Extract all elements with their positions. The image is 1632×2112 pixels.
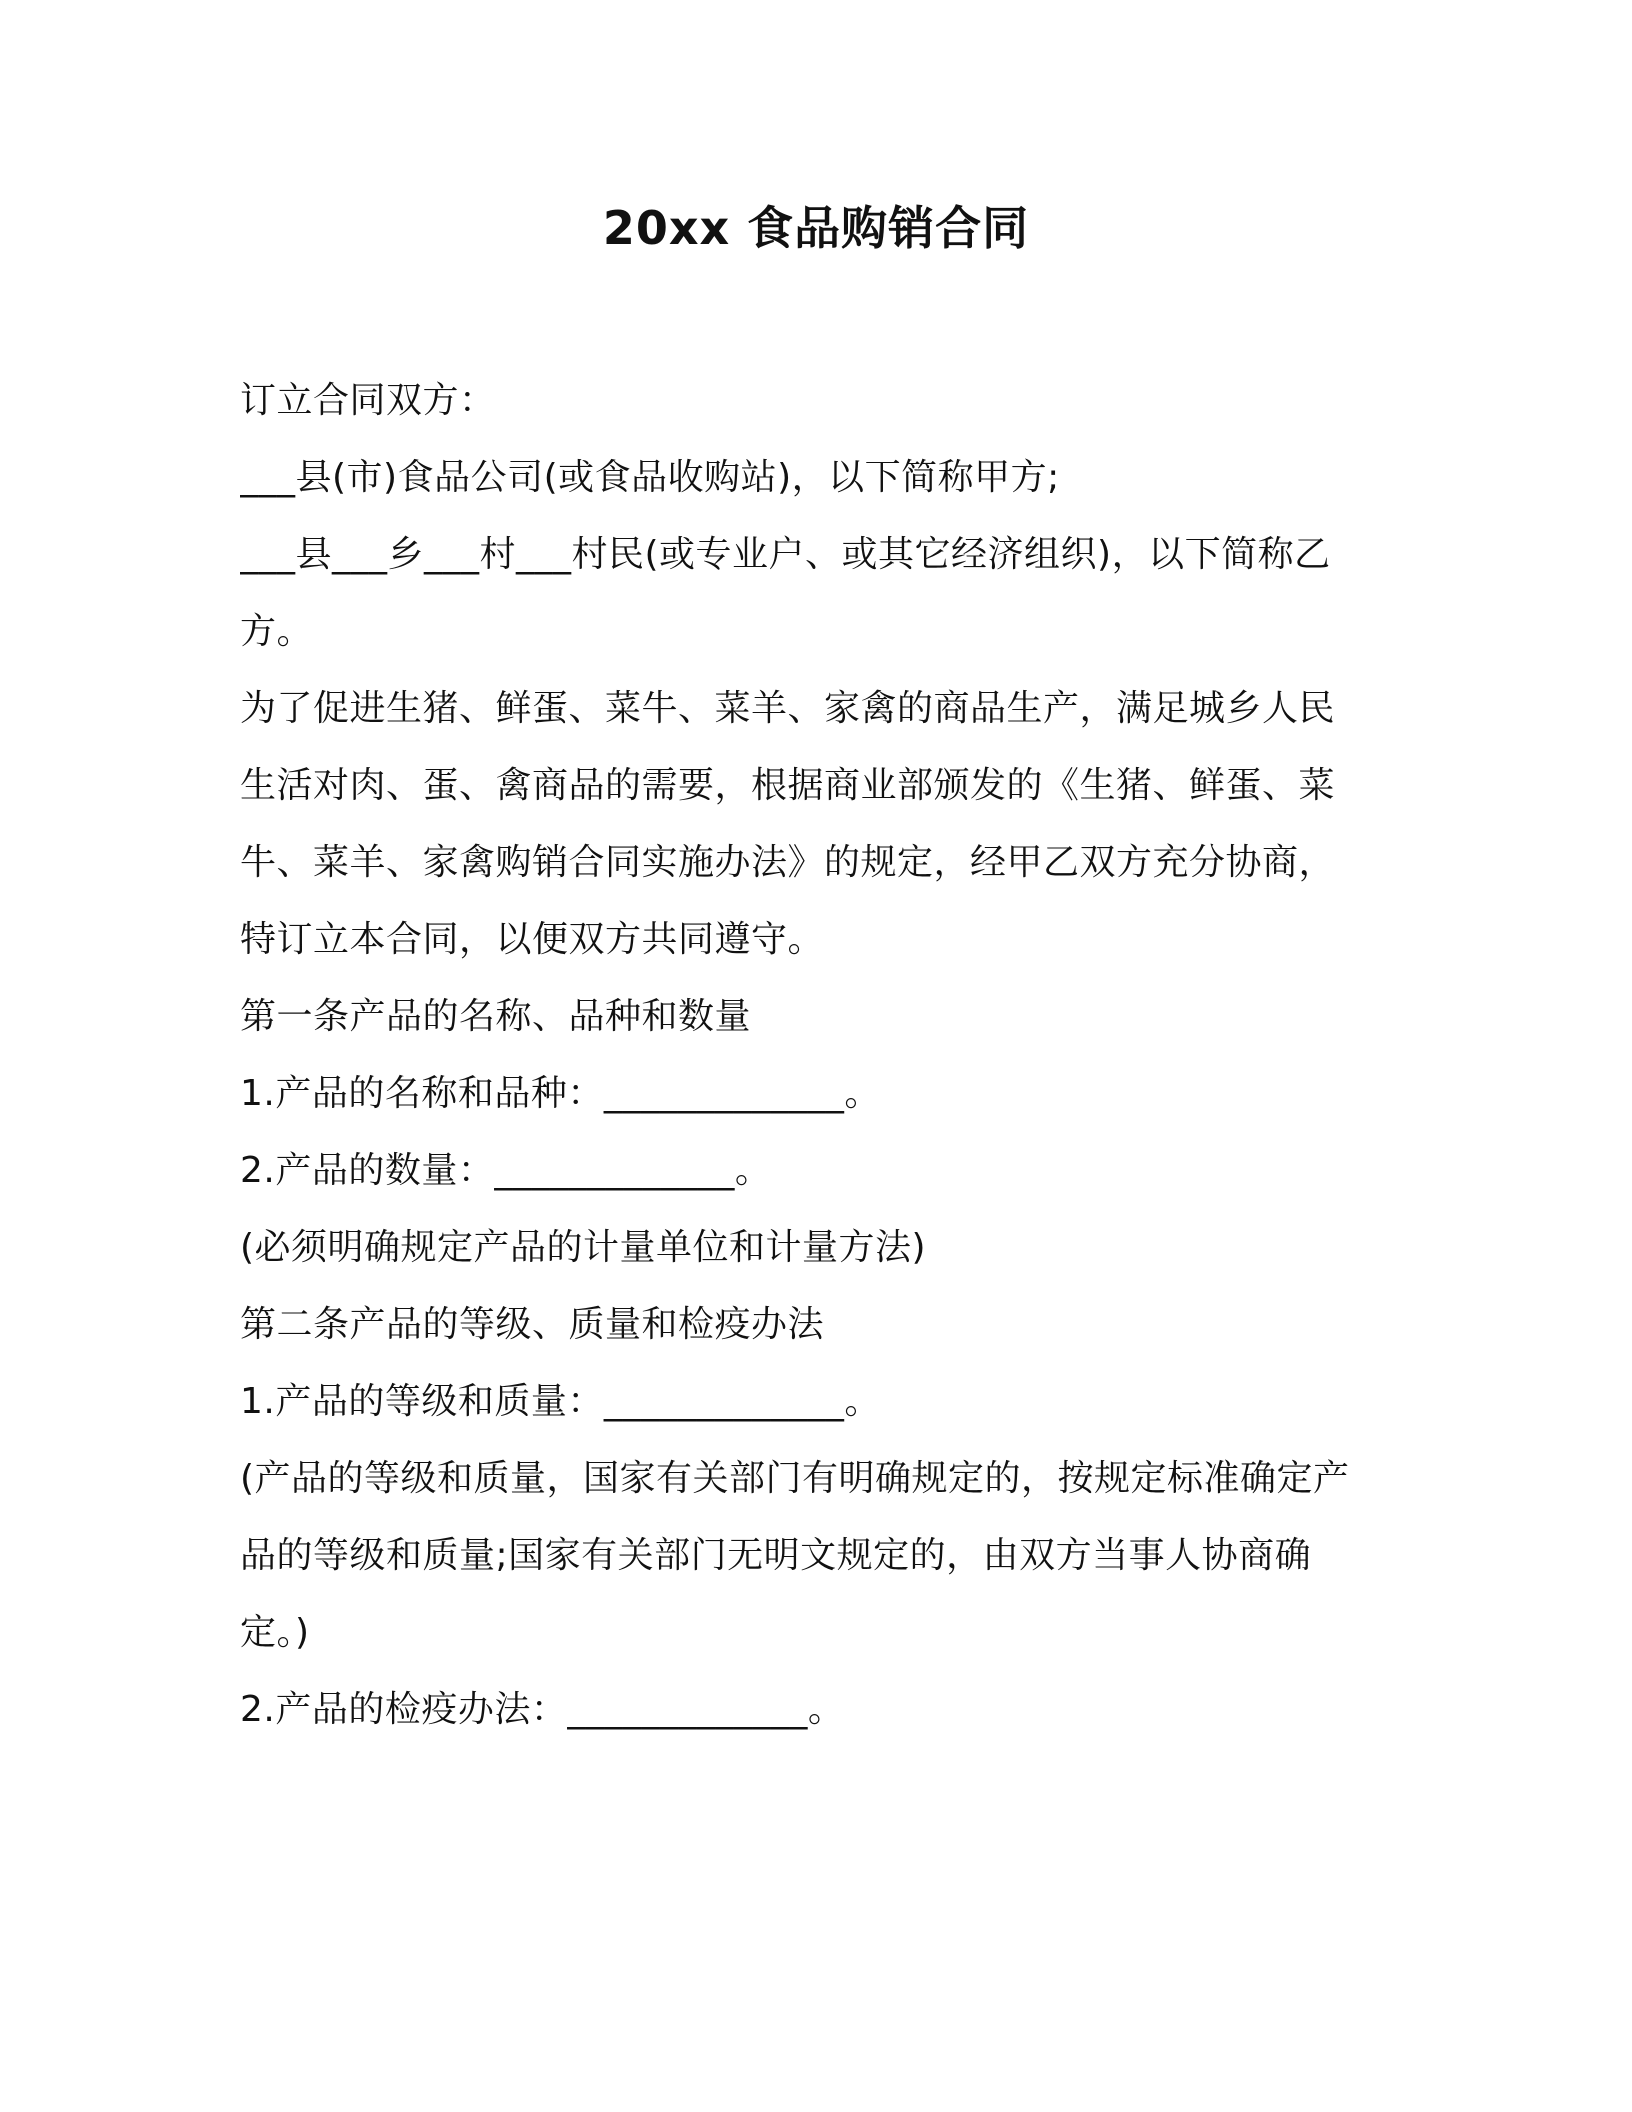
article-1-heading: 第一条产品的名称、品种和数量 bbox=[240, 996, 752, 1037]
preamble-line: 生活对肉、蛋、禽商品的需要，根据商业部颁发的《生猪、鲜蛋、菜 bbox=[240, 765, 1336, 806]
article-2-note: (产品的等级和质量，国家有关部门有明确规定的，按规定标准确定产 bbox=[240, 1458, 1350, 1499]
article-2-heading: 第二条产品的等级、质量和检疫办法 bbox=[240, 1304, 825, 1345]
party-b-line-end: 方。 bbox=[240, 611, 314, 652]
contract-parties-heading: 订立合同双方： bbox=[240, 380, 496, 421]
preamble-line: 特订立本合同，以便双方共同遵守。 bbox=[240, 919, 825, 960]
article-1-note: (必须明确规定产品的计量单位和计量方法) bbox=[240, 1227, 927, 1268]
article-1-item-2: 2.产品的数量：_____________。 bbox=[240, 1150, 772, 1191]
preamble-line: 为了促进生猪、鲜蛋、菜牛、菜羊、家禽的商品生产，满足城乡人民 bbox=[240, 688, 1336, 729]
article-2-item-1: 1.产品的等级和质量：_____________。 bbox=[240, 1381, 881, 1422]
article-2-note: 品的等级和质量;国家有关部门无明文规定的，由双方当事人协商确 bbox=[240, 1535, 1312, 1576]
article-2-note: 定。) bbox=[240, 1612, 310, 1653]
party-a-line: ___县(市)食品公司(或食品收购站)，以下简称甲方; bbox=[240, 457, 1060, 498]
party-b-line: ___县___乡___村___村民(或专业户、或其它经济组织)，以下简称乙 bbox=[240, 534, 1331, 575]
document-title: 20xx 食品购销合同 bbox=[602, 201, 1030, 255]
document-body bbox=[240, 362, 1410, 1748]
article-2-item-2: 2.产品的检疫办法：_____________。 bbox=[240, 1689, 845, 1730]
article-1-item-1: 1.产品的名称和品种：_____________。 bbox=[240, 1073, 881, 1114]
preamble-line: 牛、菜羊、家禽购销合同实施办法》的规定，经甲乙双方充分协商， bbox=[240, 842, 1336, 883]
